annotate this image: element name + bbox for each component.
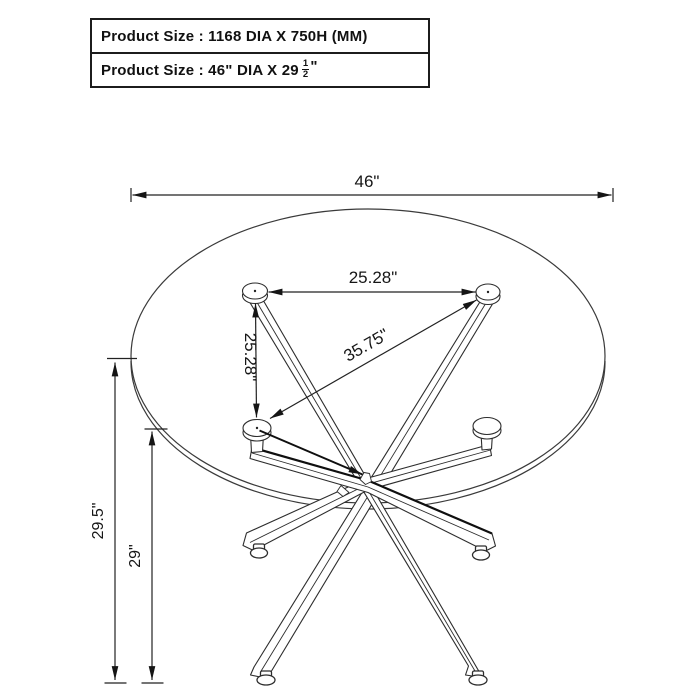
dim-overall-height bbox=[105, 359, 138, 684]
glide-back-left bbox=[251, 544, 268, 558]
glass-top bbox=[131, 209, 605, 509]
glide-back-right bbox=[473, 546, 490, 560]
product-size-inch-label: Product Size : 46" DIA X 29 bbox=[101, 61, 299, 79]
inch-mark: " bbox=[310, 57, 318, 75]
fraction-denominator: 2 bbox=[302, 69, 309, 80]
label-plate-diagonal: 35.75" bbox=[340, 324, 393, 366]
plate-front-right bbox=[473, 418, 501, 435]
label-plate-vertical: 25.28" bbox=[241, 332, 260, 382]
dimension-lines bbox=[105, 188, 614, 683]
label-overall-height: 29.5" bbox=[90, 502, 107, 540]
fraction-numerator: 1 bbox=[302, 57, 309, 69]
dim-base-height bbox=[142, 429, 168, 683]
glass-top-edge bbox=[131, 209, 605, 503]
label-base-height: 29" bbox=[127, 544, 144, 568]
mounting-plates bbox=[243, 283, 502, 441]
label-diameter: 46" bbox=[354, 172, 380, 191]
label-plate-horizontal: 25.28" bbox=[348, 268, 398, 287]
product-size-mm-label: Product Size : 1168 DIA X 750H (MM) bbox=[101, 27, 368, 45]
